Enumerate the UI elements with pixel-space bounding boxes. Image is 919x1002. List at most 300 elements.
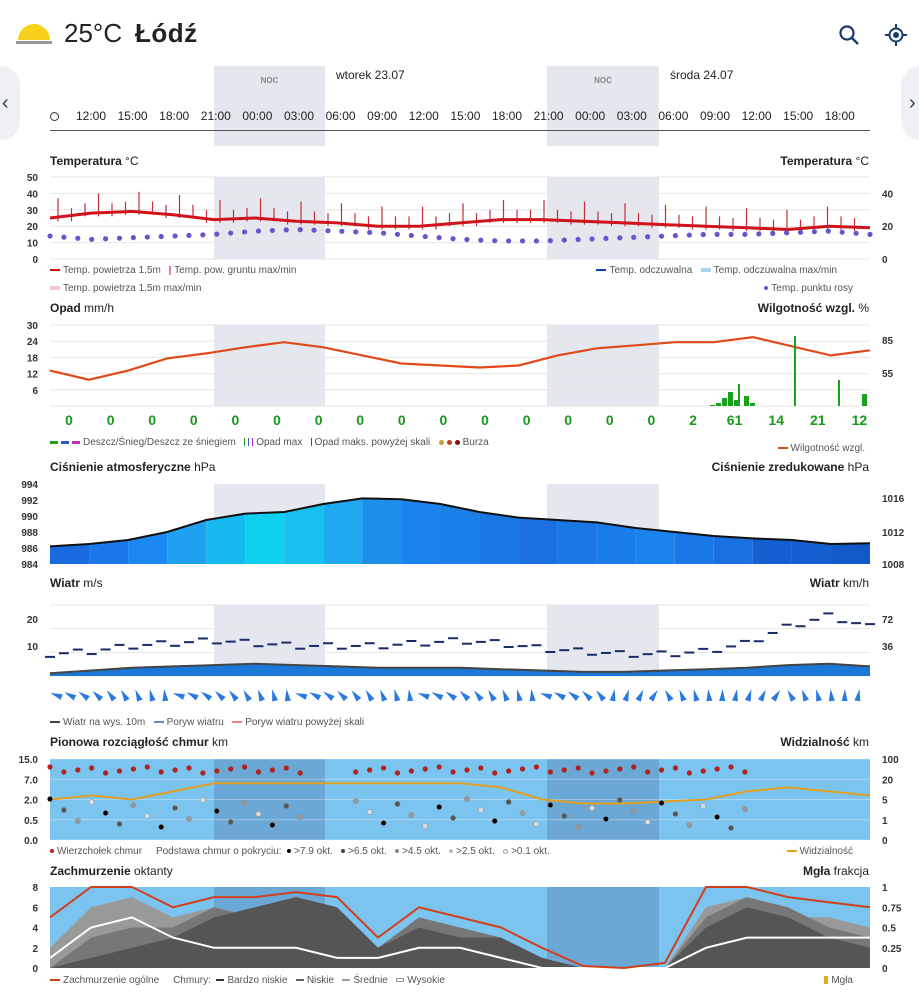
wind-direction-arrow <box>528 689 535 702</box>
dew-point-dot <box>450 236 455 241</box>
y-tick-label: 990 <box>21 512 38 523</box>
pressure-area <box>480 512 519 564</box>
precip-total: 0 <box>439 412 448 428</box>
dew-point-dot <box>159 234 164 239</box>
current-temperature: 25°C <box>64 18 123 48</box>
cloud-base-dot <box>520 810 525 815</box>
dew-point-dot <box>562 237 567 242</box>
y-tick-right: 100 <box>882 755 899 766</box>
precip-bar <box>716 403 721 406</box>
hour-label: 18:00 <box>159 109 190 123</box>
cloud-top-dot <box>228 766 233 771</box>
pressure-area <box>440 504 479 564</box>
wind-direction-arrow <box>241 688 252 701</box>
precip-bar <box>794 336 796 406</box>
y-tick-right: 0 <box>882 255 888 266</box>
wind-direction-arrow <box>514 688 523 701</box>
wind-direction-arrow <box>719 689 725 701</box>
pressure-area <box>519 518 558 564</box>
cloud-base-dot <box>576 824 581 829</box>
y-tick-label: 20 <box>26 615 38 626</box>
dew-point-dot <box>548 238 553 243</box>
dew-point-dot <box>589 236 594 241</box>
cloud-top-dot <box>562 767 567 772</box>
precip-total: 0 <box>189 412 198 428</box>
wind-direction-arrow <box>758 688 769 701</box>
hour-label: 09:00 <box>367 109 398 123</box>
cloud-top-dot <box>395 770 400 775</box>
precip-total: 0 <box>273 412 281 428</box>
cloud-base-dot <box>353 798 358 803</box>
dew-point-dot <box>798 230 803 235</box>
wind-direction-arrow <box>255 688 265 701</box>
cloud-base-dot <box>437 804 442 809</box>
cloud-top-dot <box>548 769 553 774</box>
pressure-area <box>323 498 362 564</box>
clouds-title: Pionowa rozciągłość chmur km <box>50 735 229 749</box>
cloud-top-dot <box>506 768 511 773</box>
cloud-base-dot <box>603 816 608 821</box>
cloud-base-dot <box>172 805 177 810</box>
y-tick-label: 20 <box>26 222 38 234</box>
dew-point-dot <box>200 232 205 237</box>
cloud-top-dot <box>270 767 275 772</box>
cloud-base-dot <box>228 819 233 824</box>
wind-direction-arrow <box>349 688 361 701</box>
pressure-area <box>636 528 675 564</box>
y-tick-right: 36 <box>882 642 894 653</box>
cloud-base-dot <box>715 814 720 819</box>
cloud-top-dot <box>89 765 94 770</box>
cloud-top-dot <box>673 765 678 770</box>
pressure-reduced-title: Ciśnienie zredukowane hPa <box>711 460 869 474</box>
cover-title: Zachmurzenie oktanty <box>50 864 173 878</box>
wind-direction-arrow <box>500 688 510 701</box>
wind-direction-arrow <box>677 688 687 701</box>
precip-bar <box>728 392 733 406</box>
cloud-top-dot <box>423 766 428 771</box>
dew-point-dot <box>673 233 678 238</box>
visibility-title: Widzialność km <box>780 735 869 749</box>
y-tick-right: 20 <box>882 775 894 787</box>
cloud-top-dot <box>409 768 414 773</box>
cloud-top-dot <box>659 767 664 772</box>
cloud-top-dot <box>742 769 747 774</box>
precip-bar <box>738 384 740 406</box>
precip-total: 0 <box>356 412 365 428</box>
dew-point-dot <box>645 234 650 239</box>
wind-direction-arrow <box>269 688 278 701</box>
pressure-area <box>714 536 753 564</box>
hour-label: 00:00 <box>575 109 606 123</box>
y-tick-label: 988 <box>21 528 38 539</box>
dew-point-dot <box>145 234 150 239</box>
precip-legend: Deszcz/Śnieg/Deszcz ze śniegiem Opad max Opad maks. powyżej skali Burza <box>50 437 489 448</box>
night-label: NOC <box>594 76 612 85</box>
wind-direction-arrow <box>185 690 198 701</box>
y-tick-right: 85 <box>882 336 894 347</box>
dew-point-dot <box>75 236 80 241</box>
precip-title: Opad mm/h <box>50 301 115 315</box>
wind-direction-arrow <box>662 688 673 701</box>
dew-point-dot <box>478 238 483 243</box>
wind-direction-arrow <box>732 689 740 702</box>
cloud-top-dot <box>242 764 247 769</box>
wind-direction-arrow <box>649 688 661 701</box>
cloud-base-dot <box>506 799 511 804</box>
pressure-area <box>401 499 440 564</box>
cloud-base-dot <box>548 802 553 807</box>
pressure-area <box>284 504 323 564</box>
dew-point-dot <box>659 234 664 239</box>
cloud-base-dot <box>409 812 414 817</box>
dew-point-dot <box>270 228 275 233</box>
dew-point-dot <box>339 229 344 234</box>
y-tick-right: 5 <box>882 795 888 807</box>
cloud-top-dot <box>117 768 122 773</box>
cloud-top-dot <box>534 764 539 769</box>
dew-point-dot <box>603 236 608 241</box>
wind-direction-arrow <box>691 688 700 701</box>
wind-direction-arrow <box>213 689 226 702</box>
y-tick-label: 992 <box>21 496 38 507</box>
wind-direction-arrow <box>49 690 62 700</box>
pressure-area <box>675 532 714 564</box>
cloud-base-dot <box>617 797 622 802</box>
hour-label: 12:00 <box>741 109 772 123</box>
y-tick-right: 1 <box>882 815 888 827</box>
pressure-area <box>753 538 792 564</box>
hour-label: 03:00 <box>283 109 315 123</box>
cloud-base-dot <box>61 807 66 812</box>
chevron-left-icon: ‹ <box>2 92 9 114</box>
cloud-base-dot <box>89 799 94 804</box>
dew-point-dot <box>812 229 817 234</box>
y-tick-label: 10 <box>26 238 38 250</box>
cloud-base-dot <box>298 814 303 819</box>
wind-direction-arrow <box>104 688 116 701</box>
y-tick-label: 986 <box>21 544 38 555</box>
day-label: środa 24.07 <box>670 68 734 82</box>
cloud-base-dot <box>75 818 80 823</box>
hour-label: 00:00 <box>242 109 273 123</box>
cloud-top-dot <box>687 770 692 775</box>
night-band <box>547 887 659 968</box>
wind-direction-arrow <box>458 689 471 702</box>
wind-direction-arrow <box>622 688 631 701</box>
wind-direction-arrow <box>392 688 401 701</box>
cloud-top-dot <box>186 765 191 770</box>
hour-label: 18:00 <box>824 109 855 123</box>
hour-label: 15:00 <box>783 109 814 123</box>
cloud-top-dot <box>645 769 650 774</box>
hour-label: 15:00 <box>450 109 481 123</box>
cloud-base-dot <box>103 810 108 815</box>
cloud-top-dot <box>159 769 164 774</box>
night-label: NOC <box>260 76 279 85</box>
y-tick-label: 10 <box>26 642 38 653</box>
y-tick-right: 0.25 <box>882 943 902 955</box>
wind-direction-arrow <box>854 689 862 702</box>
cloud-base-dot <box>742 806 747 811</box>
y-tick-right: 0 <box>882 836 888 847</box>
cloud-base-dot <box>631 808 636 813</box>
temp-legend-2: Temp. powietrza 1.5m max/min <box>50 283 201 294</box>
wind-direction-arrow <box>161 689 168 702</box>
dew-point-dot <box>617 235 622 240</box>
wind-direction-arrow <box>580 689 593 702</box>
dew-point-dot <box>284 227 289 232</box>
cloud-base-dot <box>367 809 372 814</box>
cloud-top-dot <box>47 764 52 769</box>
cloud-base-dot <box>701 803 706 808</box>
precip-total: 2 <box>689 412 697 428</box>
dew-point-dot <box>854 231 859 236</box>
precip-bar <box>838 380 840 406</box>
precip-total: 0 <box>605 412 614 428</box>
fog-legend: Mgła <box>824 975 853 986</box>
cloud-base-dot <box>159 824 164 829</box>
cloud-top-dot <box>200 770 205 775</box>
precip-total: 0 <box>481 412 489 428</box>
dew-point-dot <box>770 231 775 236</box>
wind-direction-arrow <box>335 689 348 702</box>
y-tick-label: 0.0 <box>24 836 38 847</box>
precip-total: 0 <box>106 412 115 428</box>
y-tick-label: 30 <box>26 321 38 332</box>
y-tick-label: 2 <box>32 943 38 955</box>
cloud-top-dot <box>603 768 608 773</box>
wind-direction-arrow <box>77 689 90 701</box>
wind-direction-arrow <box>610 689 618 702</box>
cloud-base-dot <box>200 797 205 802</box>
wind-direction-arrow <box>594 688 606 701</box>
wind-direction-arrow <box>552 690 565 701</box>
wind-direction-arrow <box>539 690 552 700</box>
wind-direction-arrow <box>147 688 156 701</box>
precip-bar <box>862 394 867 406</box>
dew-point-dot <box>701 232 706 237</box>
cloud-top-dot <box>450 769 455 774</box>
dew-point-dot <box>437 235 442 240</box>
cloud-top-dot <box>381 765 386 770</box>
dew-point-dot <box>631 235 636 240</box>
cloud-top-dot <box>353 769 358 774</box>
pressure-area <box>206 514 245 564</box>
night-band <box>547 177 659 259</box>
cloud-top-dot <box>61 769 66 774</box>
day-label: wtorek 23.07 <box>336 68 405 82</box>
hour-label: 06:00 <box>325 109 356 123</box>
cloud-base-dot <box>423 823 428 828</box>
wind-direction-arrow <box>133 688 143 701</box>
cloud-top-dot <box>464 767 469 772</box>
dew-point-dot <box>840 230 845 235</box>
wind-direction-arrow <box>321 689 334 701</box>
fog-title: Mgła frakcja <box>802 864 869 878</box>
y-tick-label: 0 <box>32 255 38 266</box>
dew-point-dot <box>728 232 733 237</box>
precip-bar <box>744 396 749 406</box>
dew-point-dot <box>687 232 692 237</box>
y-tick-label: 6 <box>32 903 38 915</box>
night-band <box>214 325 325 406</box>
dew-point-dot <box>715 232 720 237</box>
precip-total: 0 <box>314 412 323 428</box>
visibility-legend: Widzialność <box>787 846 853 857</box>
dew-point-dot <box>325 228 330 233</box>
wind-direction-arrow <box>472 688 484 701</box>
wind-direction-arrow <box>842 689 848 701</box>
cloud-base-dot <box>464 796 469 801</box>
chevron-right-icon: › <box>909 92 916 114</box>
temp-title: Temperatura °C <box>50 154 139 168</box>
y-tick-label: 0 <box>32 964 38 975</box>
wind-direction-arrow <box>406 689 413 702</box>
precip-total: 61 <box>726 412 743 428</box>
precip-total: 21 <box>810 412 826 428</box>
cloud-base-dot <box>450 815 455 820</box>
y-tick-right: 40 <box>882 189 894 201</box>
wind-direction-arrow <box>813 688 822 701</box>
cloud-base-dot <box>534 821 539 826</box>
dew-point-dot <box>423 234 428 239</box>
dew-point-dot <box>867 232 872 237</box>
cloud-top-dot <box>576 765 581 770</box>
cloud-top-dot <box>367 767 372 772</box>
dew-point-dot <box>353 229 358 234</box>
precip-total: 0 <box>397 412 406 428</box>
feels-legend: Temp. odczuwalna Temp. odczuwalna max/min <box>596 265 837 276</box>
night-band <box>547 325 659 406</box>
cloud-base-dot <box>562 813 567 818</box>
cloud-top-dot <box>256 769 261 774</box>
cloud-top-dot <box>437 764 442 769</box>
y-tick-right: 1 <box>882 883 888 894</box>
cloud-top-dot <box>172 767 177 772</box>
dew-point-dot <box>256 228 261 233</box>
cloud-top-dot <box>478 765 483 770</box>
wind-direction-arrow <box>294 690 307 700</box>
hour-label: 21:00 <box>533 109 564 123</box>
y-tick-label: 24 <box>26 337 38 349</box>
y-tick-label: 40 <box>26 189 38 201</box>
cloud-top-dot <box>214 768 219 773</box>
precip-total: 0 <box>564 412 573 428</box>
wind-direction-arrow <box>118 688 129 701</box>
wind-direction-arrow <box>705 689 712 702</box>
y-tick-label: 4 <box>32 923 38 935</box>
cloud-top-dot <box>75 767 80 772</box>
dew-point-dot <box>61 235 66 240</box>
cloud-base-dot <box>492 818 497 823</box>
dew-point-dot <box>172 233 177 238</box>
wind-direction-arrow <box>377 688 387 701</box>
cloud-base-dot <box>131 802 136 807</box>
cloud-base-dot <box>687 822 692 827</box>
cloud-top-dot <box>617 766 622 771</box>
cloud-top-dot <box>631 764 636 769</box>
cloud-top-dot <box>492 770 497 775</box>
cloud-base-dot <box>186 816 191 821</box>
cloud-top-dot <box>103 770 108 775</box>
humidity-title: Wilgotność wzgl. % <box>757 301 869 315</box>
cloud-base-dot <box>214 808 219 813</box>
dew-point-dot <box>367 230 372 235</box>
dew-point-dot <box>311 228 316 233</box>
y-tick-label: 6 <box>32 385 38 397</box>
dew-point-dot <box>464 237 469 242</box>
cloud-top-dot <box>728 764 733 769</box>
precip-total: 0 <box>65 412 73 428</box>
pressure-area <box>831 543 870 564</box>
wind-direction-arrow <box>486 688 497 701</box>
cloud-base-dot <box>659 800 664 805</box>
city-name: Łódź <box>135 18 198 48</box>
hour-label: 18:00 <box>491 109 523 123</box>
cover-legend: Zachmurzenie ogólne Chmury: Bardzo niskie Niskie Średnie Wysokie <box>50 975 445 986</box>
cloud-base-dot <box>47 796 52 801</box>
pressure-area <box>245 512 284 564</box>
dew-point-dot <box>506 238 511 243</box>
cloud-base-dot <box>242 800 247 805</box>
cloud-top-dot <box>298 770 303 775</box>
y-tick-label: 50 <box>26 173 38 184</box>
y-tick-label: 8 <box>32 883 38 894</box>
dew-point-dot <box>131 235 136 240</box>
pressure-area <box>597 522 636 564</box>
cloud-top-dot <box>145 764 150 769</box>
y-tick-right: 0.75 <box>882 903 902 915</box>
dew-point-dot <box>186 233 191 238</box>
y-tick-label: 994 <box>21 480 38 491</box>
wind-title: Wiatr m/s <box>50 576 103 590</box>
wind-direction-arrow <box>417 690 430 700</box>
precip-total: 0 <box>647 412 656 428</box>
dew-point-dot <box>89 237 94 242</box>
wind-direction-arrow <box>799 688 809 701</box>
wind-direction-arrow <box>566 689 579 701</box>
pressure-title: Ciśnienie atmosferyczne hPa <box>50 460 216 474</box>
wind-direction-arrow <box>363 688 374 701</box>
y-tick-label: 30 <box>26 205 38 217</box>
cloud-base-dot <box>284 803 289 808</box>
y-tick-label: 984 <box>21 560 38 571</box>
dew-point-dot <box>47 233 52 238</box>
precip-bar <box>750 403 755 406</box>
wind-direction-arrow <box>444 689 457 701</box>
precip-bar <box>710 405 715 406</box>
temp-legend: Temp. powietrza 1.5m Temp. pow. gruntu max/min <box>50 265 296 276</box>
wind-direction-arrow <box>430 690 443 701</box>
dew-point-dot <box>826 229 831 234</box>
wind-direction-arrow <box>227 688 239 701</box>
cloud-top-dot <box>284 765 289 770</box>
cloud-top-dot <box>131 766 136 771</box>
wind-direction-arrow <box>90 689 103 702</box>
pressure-area <box>558 520 597 564</box>
wind-direction-arrow <box>635 688 646 701</box>
cloud-base-dot <box>589 805 594 810</box>
cloud-base-dot <box>478 807 483 812</box>
y-tick-right: 0.5 <box>882 923 896 935</box>
precip-total: 0 <box>522 412 531 428</box>
clouds-legend: Wierzchołek chmur Podstawa chmur o pokryciu: >7.9 okt. >6.5 okt. >4.5 okt. >2.5 okt. >0.1 okt. <box>50 846 550 857</box>
humidity-legend: Wilgotność wzgl. <box>778 443 865 454</box>
y-tick-right: 0 <box>882 964 888 975</box>
cloud-top-dot <box>520 766 525 771</box>
temp-title-right: Temperatura °C <box>780 154 869 168</box>
